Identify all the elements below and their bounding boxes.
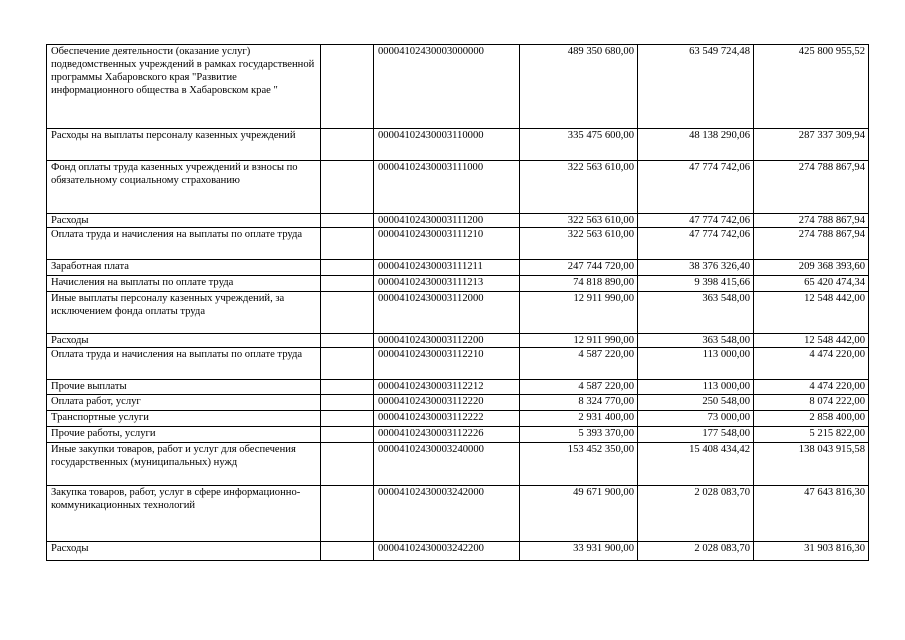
approved-cell: 322 563 610,00 <box>520 161 638 214</box>
approved-cell: 4 587 220,00 <box>520 380 638 395</box>
empty-cell <box>321 45 374 129</box>
empty-cell <box>321 129 374 161</box>
approved-cell: 33 931 900,00 <box>520 542 638 561</box>
unexecuted-cell: 4 474 220,00 <box>754 380 869 395</box>
empty-cell <box>321 161 374 214</box>
approved-cell: 74 818 890,00 <box>520 276 638 292</box>
approved-cell: 12 911 990,00 <box>520 292 638 334</box>
name-cell: Расходы на выплаты персоналу казенных учреждений <box>47 129 321 161</box>
executed-cell: 38 376 326,40 <box>638 260 754 276</box>
empty-cell <box>321 334 374 348</box>
code-cell: 00004102430003112200 <box>374 334 520 348</box>
executed-cell: 63 549 724,48 <box>638 45 754 129</box>
executed-cell: 113 000,00 <box>638 380 754 395</box>
name-cell: Расходы <box>47 334 321 348</box>
unexecuted-cell: 425 800 955,52 <box>754 45 869 129</box>
unexecuted-cell: 47 643 816,30 <box>754 486 869 542</box>
code-cell: 00004102430003111210 <box>374 228 520 260</box>
name-cell: Иные выплаты персоналу казенных учреждений, за исключением фонда оплаты труда <box>47 292 321 334</box>
empty-cell <box>321 486 374 542</box>
table-row <box>47 161 869 214</box>
empty-cell <box>321 542 374 561</box>
code-cell: 00004102430003000000 <box>374 45 520 129</box>
unexecuted-cell: 274 788 867,94 <box>754 228 869 260</box>
code-cell: 00004102430003242200 <box>374 542 520 561</box>
executed-cell: 15 408 434,42 <box>638 443 754 486</box>
name-cell: Транспортные услуги <box>47 411 321 427</box>
code-cell: 00004102430003112212 <box>374 380 520 395</box>
approved-cell: 247 744 720,00 <box>520 260 638 276</box>
table-row <box>47 411 869 427</box>
unexecuted-cell: 209 368 393,60 <box>754 260 869 276</box>
executed-cell: 363 548,00 <box>638 334 754 348</box>
table-row <box>47 334 869 348</box>
unexecuted-cell: 8 074 222,00 <box>754 395 869 411</box>
approved-cell: 335 475 600,00 <box>520 129 638 161</box>
table-row <box>47 427 869 443</box>
unexecuted-cell: 274 788 867,94 <box>754 214 869 228</box>
empty-cell <box>321 228 374 260</box>
name-cell: Оплата труда и начисления на выплаты по оплате труда <box>47 348 321 380</box>
executed-cell: 47 774 742,06 <box>638 214 754 228</box>
approved-cell: 153 452 350,00 <box>520 443 638 486</box>
empty-cell <box>321 276 374 292</box>
unexecuted-cell: 287 337 309,94 <box>754 129 869 161</box>
code-cell: 00004102430003112000 <box>374 292 520 334</box>
table-row <box>47 129 869 161</box>
name-cell: Оплата работ, услуг <box>47 395 321 411</box>
table-row <box>47 292 869 334</box>
name-cell: Обеспечение деятельности (оказание услуг) подведомственных учреждений в рамках государственной программы Хабаровского края "Развитие информационного общества в Хабаровском крае " <box>47 45 321 129</box>
empty-cell <box>321 443 374 486</box>
empty-cell <box>321 260 374 276</box>
code-cell: 00004102430003111213 <box>374 276 520 292</box>
approved-cell: 4 587 220,00 <box>520 348 638 380</box>
executed-cell: 73 000,00 <box>638 411 754 427</box>
unexecuted-cell: 12 548 442,00 <box>754 292 869 334</box>
executed-cell: 2 028 083,70 <box>638 542 754 561</box>
unexecuted-cell: 65 420 474,34 <box>754 276 869 292</box>
empty-cell <box>321 348 374 380</box>
table-row <box>47 443 869 486</box>
unexecuted-cell: 31 903 816,30 <box>754 542 869 561</box>
code-cell: 00004102430003242000 <box>374 486 520 542</box>
code-cell: 00004102430003112226 <box>374 427 520 443</box>
table-row <box>47 395 869 411</box>
unexecuted-cell: 274 788 867,94 <box>754 161 869 214</box>
unexecuted-cell: 138 043 915,58 <box>754 443 869 486</box>
table-row <box>47 348 869 380</box>
name-cell: Расходы <box>47 214 321 228</box>
code-cell: 00004102430003112222 <box>374 411 520 427</box>
code-cell: 00004102430003111211 <box>374 260 520 276</box>
table-row <box>47 486 869 542</box>
table-row <box>47 214 869 228</box>
code-cell: 00004102430003112210 <box>374 348 520 380</box>
name-cell: Прочие работы, услуги <box>47 427 321 443</box>
executed-cell: 177 548,00 <box>638 427 754 443</box>
budget-table <box>46 44 869 561</box>
unexecuted-cell: 12 548 442,00 <box>754 334 869 348</box>
executed-cell: 113 000,00 <box>638 348 754 380</box>
approved-cell: 489 350 680,00 <box>520 45 638 129</box>
executed-cell: 250 548,00 <box>638 395 754 411</box>
executed-cell: 47 774 742,06 <box>638 228 754 260</box>
code-cell: 00004102430003112220 <box>374 395 520 411</box>
executed-cell: 9 398 415,66 <box>638 276 754 292</box>
table-body <box>47 45 869 561</box>
executed-cell: 2 028 083,70 <box>638 486 754 542</box>
table-row <box>47 276 869 292</box>
name-cell: Заработная плата <box>47 260 321 276</box>
empty-cell <box>321 411 374 427</box>
empty-cell <box>321 214 374 228</box>
name-cell: Прочие выплаты <box>47 380 321 395</box>
table-row <box>47 380 869 395</box>
name-cell: Закупка товаров, работ, услуг в сфере информационно-коммуникационных технологий <box>47 486 321 542</box>
table-row <box>47 260 869 276</box>
empty-cell <box>321 427 374 443</box>
approved-cell: 322 563 610,00 <box>520 214 638 228</box>
empty-cell <box>321 395 374 411</box>
executed-cell: 47 774 742,06 <box>638 161 754 214</box>
approved-cell: 8 324 770,00 <box>520 395 638 411</box>
approved-cell: 49 671 900,00 <box>520 486 638 542</box>
table-row <box>47 228 869 260</box>
approved-cell: 322 563 610,00 <box>520 228 638 260</box>
code-cell: 00004102430003111000 <box>374 161 520 214</box>
unexecuted-cell: 5 215 822,00 <box>754 427 869 443</box>
name-cell: Начисления на выплаты по оплате труда <box>47 276 321 292</box>
unexecuted-cell: 4 474 220,00 <box>754 348 869 380</box>
name-cell: Оплата труда и начисления на выплаты по оплате труда <box>47 228 321 260</box>
unexecuted-cell: 2 858 400,00 <box>754 411 869 427</box>
name-cell: Фонд оплаты труда казенных учреждений и взносы по обязательному социальному страхованию <box>47 161 321 214</box>
table-row <box>47 45 869 129</box>
empty-cell <box>321 380 374 395</box>
code-cell: 00004102430003240000 <box>374 443 520 486</box>
name-cell: Иные закупки товаров, работ и услуг для обеспечения государственных (муниципальных) нужд <box>47 443 321 486</box>
approved-cell: 12 911 990,00 <box>520 334 638 348</box>
name-cell: Расходы <box>47 542 321 561</box>
executed-cell: 48 138 290,06 <box>638 129 754 161</box>
approved-cell: 5 393 370,00 <box>520 427 638 443</box>
empty-cell <box>321 292 374 334</box>
executed-cell: 363 548,00 <box>638 292 754 334</box>
code-cell: 00004102430003110000 <box>374 129 520 161</box>
table-row <box>47 542 869 561</box>
approved-cell: 2 931 400,00 <box>520 411 638 427</box>
code-cell: 00004102430003111200 <box>374 214 520 228</box>
